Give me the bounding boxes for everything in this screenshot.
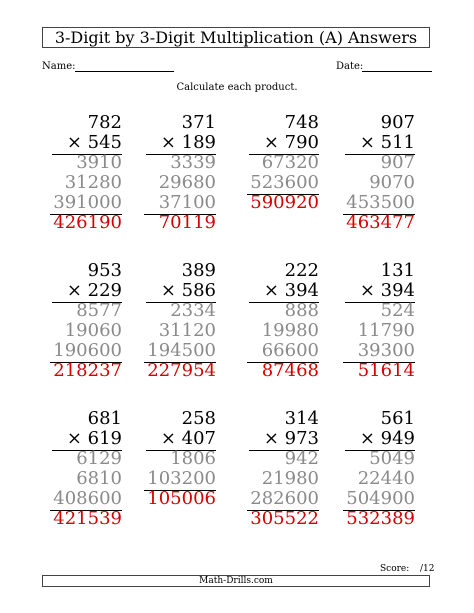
partial-product: 66600 <box>261 340 319 361</box>
multiplier-row <box>67 281 122 301</box>
instructions: Calculate each product. <box>176 82 298 93</box>
date-label: Date: <box>336 61 364 72</box>
partial-product: 942 <box>284 448 319 469</box>
partial-product: 282600 <box>250 488 319 509</box>
times-icon: × <box>263 280 285 301</box>
product-answer: 70119 <box>158 212 216 233</box>
times-icon: × <box>160 428 182 449</box>
partial-product: 453500 <box>346 192 415 213</box>
multiplicand: 782 <box>87 112 122 133</box>
multiplier: 790 <box>284 132 319 153</box>
partial-product: 11790 <box>357 320 415 341</box>
partial-product: 2334 <box>170 300 216 321</box>
multiplier-row <box>264 133 319 153</box>
partial-product: 29680 <box>158 172 216 193</box>
score-label: Score: <box>380 564 410 574</box>
partial-product: 190600 <box>53 340 122 361</box>
multiplier: 973 <box>284 428 319 449</box>
partial-product: 391000 <box>53 192 122 213</box>
multiplier-row <box>264 429 319 449</box>
multiplicand: 907 <box>380 112 415 133</box>
product-answer: 305522 <box>250 508 319 529</box>
multiplier-row <box>264 281 319 301</box>
multiplicand: 258 <box>181 408 216 429</box>
partial-product: 3339 <box>170 152 216 173</box>
partial-product: 907 <box>380 152 415 173</box>
footer-site: Math-Drills.com <box>42 575 430 587</box>
partial-product: 8577 <box>76 300 122 321</box>
partial-product: 524 <box>380 300 415 321</box>
partial-product: 523600 <box>250 172 319 193</box>
multiplier-row <box>161 133 216 153</box>
partial-product: 408600 <box>53 488 122 509</box>
product-answer: 105006 <box>147 488 216 509</box>
partial-product: 21980 <box>261 468 319 489</box>
multiplier: 394 <box>284 280 319 301</box>
multiplier: 545 <box>87 132 122 153</box>
multiplier: 229 <box>87 280 122 301</box>
times-icon: × <box>66 280 88 301</box>
partial-product: 31280 <box>64 172 122 193</box>
partial-product: 9070 <box>369 172 415 193</box>
times-icon: × <box>66 132 88 153</box>
times-icon: × <box>359 280 381 301</box>
multiplier: 949 <box>380 428 415 449</box>
product-answer: 218237 <box>53 360 122 381</box>
multiplicand: 131 <box>380 260 415 281</box>
times-icon: × <box>263 132 285 153</box>
multiplier-row <box>67 133 122 153</box>
product-answer: 51614 <box>357 360 415 381</box>
multiplier-row <box>360 281 415 301</box>
product-answer: 532389 <box>346 508 415 529</box>
multiplicand: 953 <box>87 260 122 281</box>
multiplicand: 371 <box>181 112 216 133</box>
times-icon: × <box>359 428 381 449</box>
times-icon: × <box>160 280 182 301</box>
multiplicand: 681 <box>87 408 122 429</box>
partial-product: 22440 <box>357 468 415 489</box>
multiplier: 586 <box>181 280 216 301</box>
partial-product: 37100 <box>158 192 216 213</box>
multiplier-row <box>360 133 415 153</box>
partial-product: 39300 <box>357 340 415 361</box>
partial-product: 6129 <box>76 448 122 469</box>
partial-product: 6810 <box>76 468 122 489</box>
score-total: /12 <box>420 564 435 574</box>
product-answer: 426190 <box>53 212 122 233</box>
multiplier: 394 <box>380 280 415 301</box>
partial-product: 1806 <box>170 448 216 469</box>
product-answer: 463477 <box>346 212 415 233</box>
multiplicand: 222 <box>284 260 319 281</box>
times-icon: × <box>66 428 88 449</box>
times-icon: × <box>359 132 381 153</box>
times-icon: × <box>263 428 285 449</box>
partial-product: 194500 <box>147 340 216 361</box>
multiplier: 407 <box>181 428 216 449</box>
partial-product: 31120 <box>158 320 216 341</box>
partial-product: 103200 <box>147 468 216 489</box>
multiplier-row <box>67 429 122 449</box>
partial-product: 67320 <box>261 152 319 173</box>
partial-product: 5049 <box>369 448 415 469</box>
multiplier: 511 <box>380 132 415 153</box>
multiplicand: 389 <box>181 260 216 281</box>
multiplicand: 314 <box>284 408 319 429</box>
worksheet-title: 3-Digit by 3-Digit Multiplication (A) Answers <box>42 27 430 48</box>
name-label: Name: <box>42 61 76 72</box>
partial-product: 19060 <box>64 320 122 341</box>
multiplier: 189 <box>181 132 216 153</box>
product-answer: 421539 <box>53 508 122 529</box>
partial-product: 3910 <box>76 152 122 173</box>
multiplier: 619 <box>87 428 122 449</box>
multiplicand: 748 <box>284 112 319 133</box>
multiplier-row <box>161 281 216 301</box>
product-answer: 227954 <box>147 360 216 381</box>
partial-product: 888 <box>284 300 319 321</box>
partial-product: 19980 <box>261 320 319 341</box>
partial-product: 504900 <box>346 488 415 509</box>
multiplier-row <box>360 429 415 449</box>
product-answer: 590920 <box>250 192 319 213</box>
multiplicand: 561 <box>380 408 415 429</box>
multiplier-row <box>161 429 216 449</box>
times-icon: × <box>160 132 182 153</box>
product-answer: 87468 <box>261 360 319 381</box>
